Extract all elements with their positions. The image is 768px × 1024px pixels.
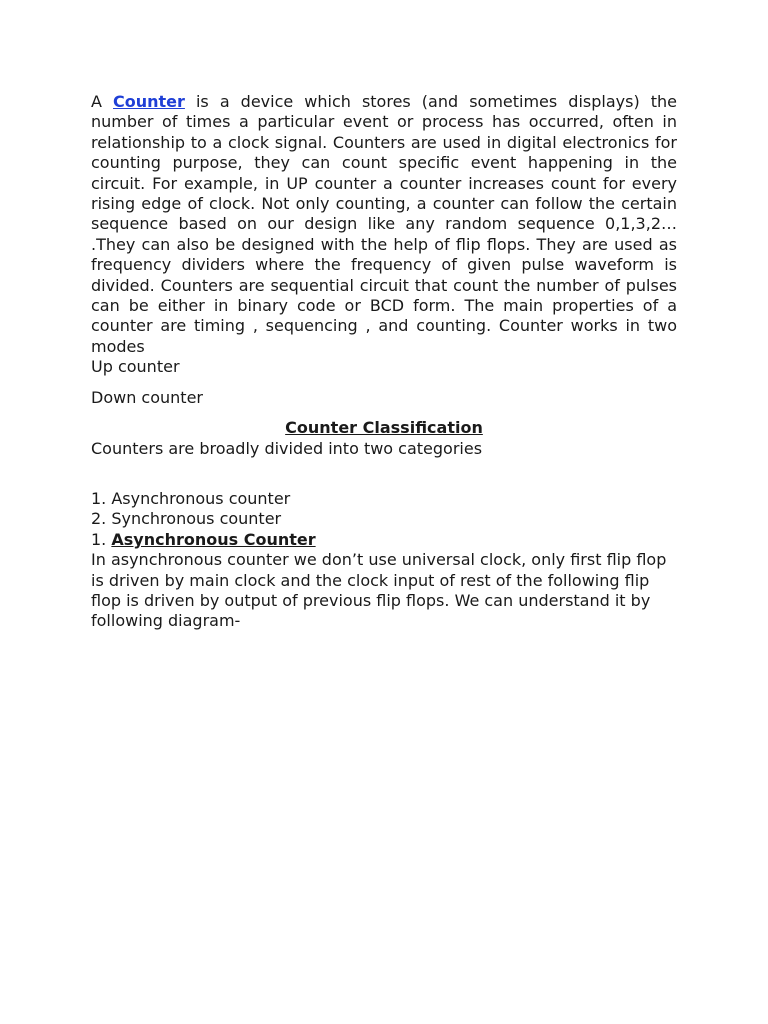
intro-paragraph [91, 92, 677, 357]
spacer [91, 378, 677, 388]
classification-intro: Counters are broadly divided into two categories [91, 438, 483, 458]
async-paragraph: In asynchronous counter we don’t use universal clock, only first flip flop is driven by main clock and the clock input of rest of the following flip flop is driven by output of previous flip flops. We can understand it by following diagram- [91, 550, 667, 631]
mode-down-counter: Down counter [91, 387, 203, 407]
async-heading-line [91, 530, 677, 550]
spacer [91, 459, 677, 489]
spacer [91, 408, 677, 418]
document-page [91, 92, 677, 632]
classification-item-async: 1. Asynchronous counter [91, 488, 291, 508]
async-heading: Asynchronous Counter [111, 529, 316, 549]
counter-link[interactable]: Counter [113, 92, 185, 111]
intro-text: is a device which stores (and sometimes displays) the number of times a particular event or process has occurred, often in relationship to a clock signal. Counters are used in digital electronics for counting purpose, they can count specific event happening in the circuit. For example, in UP counter a counter increases count for every rising edge of clock. Not only counting, a counter can follow the certain sequence based on our design like any random sequence 0,1,3,2… .They can also be designed with the help of flip flops. They are used as frequency dividers where the frequency of given pulse waveform is divided. Counters are sequential circuit that count the number of pulses can be either in binary code or BCD form. The main properties of a counter are timing , sequencing , and counting. Counter works in two modes [91, 92, 677, 356]
mode-up-counter: Up counter [91, 357, 180, 377]
classification-item-sync: 2. Synchronous counter [91, 509, 282, 529]
async-heading-number: 1. [91, 529, 107, 549]
intro-article: A [91, 92, 102, 111]
classification-heading: Counter Classification [285, 418, 483, 438]
